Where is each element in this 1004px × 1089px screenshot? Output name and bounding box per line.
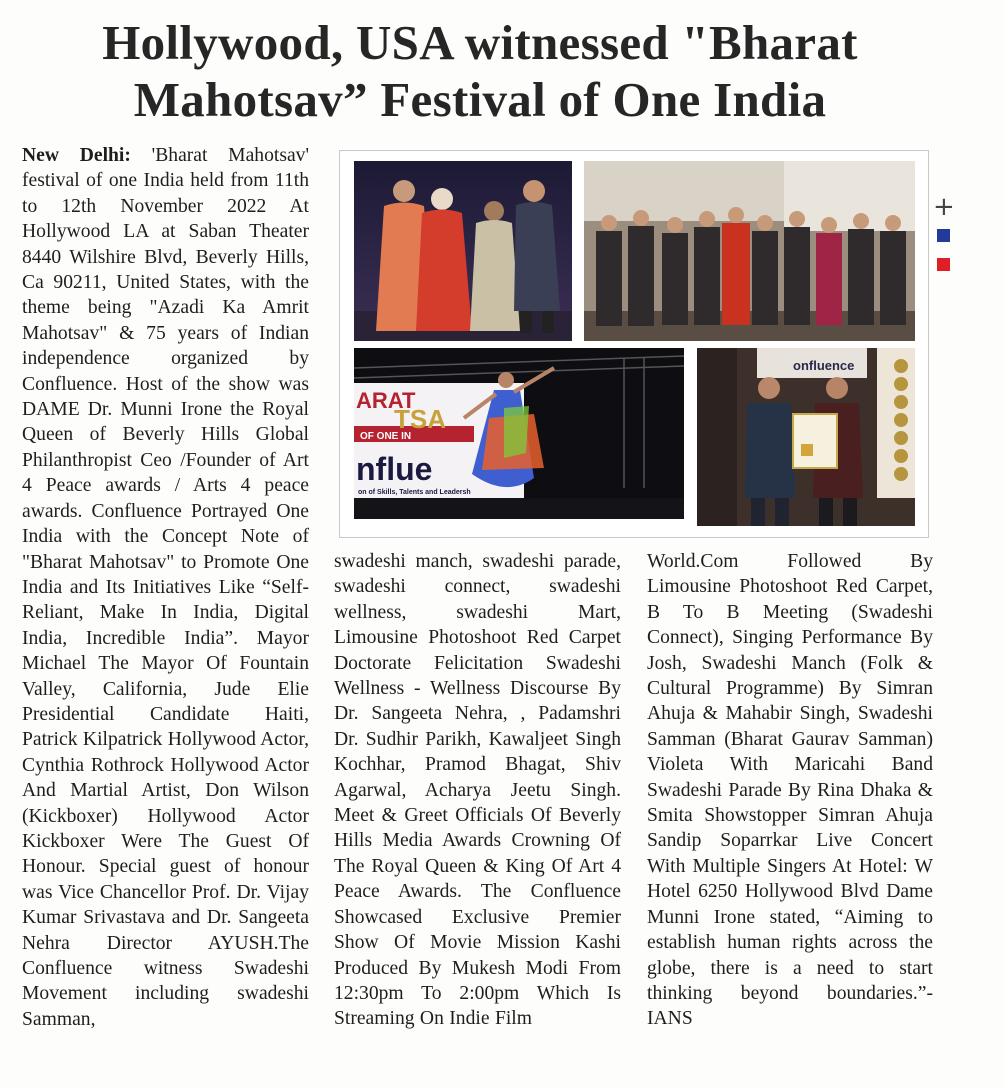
dateline: New Delhi: — [22, 145, 131, 166]
red-square-icon — [937, 258, 950, 271]
backdrop-text: onfluence — [793, 358, 855, 373]
article-column-1 — [22, 143, 309, 1032]
article-column-2 — [334, 549, 621, 1032]
plus-icon: + — [933, 192, 955, 222]
photo-collage — [339, 150, 929, 538]
photo-certificate-presentation — [697, 348, 915, 526]
article-column-3-text: World.Com Followed By Limousine Photoshoot Red Carpet, B To B Meeting (Swadeshi Connect), Singing Performance By Josh, Swadeshi Manch (Folk & Cultural Programme) By Simran Ahuja & Mahabir Singh, Swadeshi Samman (Bharat Gaurav Samman) Violeta With Maricahi Band Swadeshi Parade By Rina Dhaka & Smita Showstopper Simran Ahuja Sandip Soparrkar Live Concert With Multiple Singers At Hotel: W Hotel 6250 Hollywood Blvd Dame Munni Irone stated, “Aiming to establish human rights across the globe, there is a need to start thinking beyond boundaries.”- IANS — [647, 551, 933, 1030]
banner-text-4: nflue — [356, 451, 433, 487]
article-column-1-text: 'Bharat Mahotsav' festival of one India held from 11th to 12th November 2022 At Hollywood LA at Saban Theater 8440 Wilshire Blvd, Beverly Hills, Ca 90211, United States, with the theme being "Azadi Ka Amrit Mahotsav" & 75 years of Indian independence organized by Confluence. Host of the show was DAME Dr. Munni Irone the Royal Queen of Beverly Hills Global Philanthropist Ceo /Founder of Art 4 Peace awards / Arts 4 peace awards. Confluence Portrayed One India with the Concept Note of "Bharat Mahotsav" to Promote One India and Its Initiatives Like “Self-Reliant, Make In India, Digital India, Incredible India”. Mayor Michael The Mayor Of Fountain Valley, California, Jude Elie Presidential Candidate Haiti, Patrick Kilpatrick Hollywood Actor, Cynthia Rothrock Hollywood Actor And Martial Artist, Don Wilson (Kickboxer) Hollywood Actor Kickboxer Were The Guest Of Honour. Special guest of honour was Vice Chancellor Prof. Dr. Vijay Kumar Srivastava and Dr. Sangeeta Nehra Director AYUSH.The Confluence witness Swadeshi Movement including swadeshi Samman, — [22, 145, 309, 1030]
article-column-2-text: swadeshi manch, swadeshi parade, swadeshi connect, swadeshi wellness, swadeshi Mart, Limousine Photoshoot Red Carpet Doctorate Felicitation Swadeshi Wellness - Wellness Discourse By Dr. Sangeeta Nehra, , Padamshri Dr. Sudhir Parikh, Kawaljeet Singh Kochhar, Pramod Bhagat, Shiv Agarwal, Acharya Jeetu Singh. Meet & Greet Officials Of Beverly Hills Media Awards Crowning Of The Royal Queen & King Of Art 4 Peace Awards. The Confluence Showcased Exclusive Premier Show Of Movie Mission Kashi Produced By Mukesh Modi From 12:30pm To 2:00pm Which Is Streaming On Indie Film — [334, 551, 621, 1030]
registration-marks — [931, 192, 955, 276]
banner-text-3: OF ONE IN — [360, 431, 412, 442]
banner-text-2: TSA — [394, 404, 446, 434]
banner-text-1: ARAT — [356, 388, 416, 413]
headline-line-2: Mahotsav” Festival of One India — [133, 72, 827, 127]
photo-dancer-banner — [354, 348, 684, 519]
photo-stage-costumes — [354, 161, 572, 341]
headline — [0, 14, 960, 128]
banner-text-5: on of Skills, Talents and Leadersh — [358, 489, 471, 496]
article-column-3 — [647, 549, 933, 1032]
headline-line-1: Hollywood, USA witnessed "Bharat — [102, 15, 858, 70]
photo-group-lobby — [584, 161, 915, 341]
blue-square-icon — [937, 229, 950, 242]
